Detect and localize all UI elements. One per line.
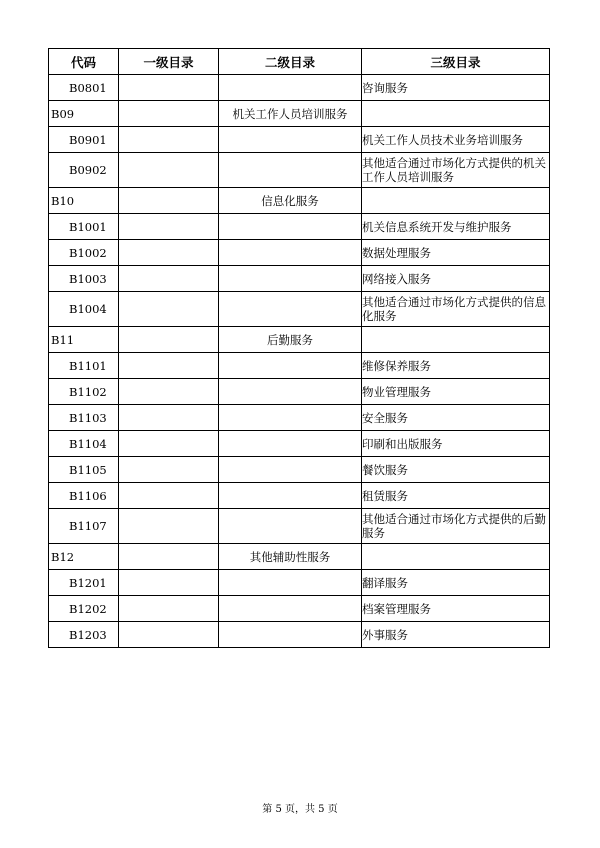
code-cell: B1105 [49, 457, 119, 483]
level2-cell: 后勤服务 [219, 327, 362, 353]
level1-cell [119, 240, 219, 266]
level2-cell [219, 266, 362, 292]
header-row [49, 49, 550, 75]
table-row [49, 214, 550, 240]
level3-cell: 其他适合通过市场化方式提供的后勤服务 [362, 509, 550, 544]
level3-cell: 餐饮服务 [362, 457, 550, 483]
level2-cell [219, 431, 362, 457]
level2-cell [219, 379, 362, 405]
level2-cell [219, 596, 362, 622]
table-row [49, 188, 550, 214]
table-row [49, 457, 550, 483]
code-cell: B1203 [49, 622, 119, 648]
table-row [49, 431, 550, 457]
level3-cell: 数据处理服务 [362, 240, 550, 266]
level1-cell [119, 101, 219, 127]
code-cell: B1101 [49, 353, 119, 379]
page-footer: 第 5 页，共 5 页 [262, 804, 338, 815]
code-cell: B0801 [49, 75, 119, 101]
level3-cell: 网络接入服务 [362, 266, 550, 292]
table-row [49, 101, 550, 127]
level1-cell [119, 509, 219, 544]
level1-cell [119, 431, 219, 457]
level3-cell: 咨询服务 [362, 75, 550, 101]
level1-cell [119, 214, 219, 240]
header-level2: 二级目录 [219, 49, 362, 75]
level3-cell: 其他适合通过市场化方式提供的机关工作人员培训服务 [362, 153, 550, 188]
header-code: 代码 [49, 49, 119, 75]
catalog-table [48, 48, 550, 648]
level2-cell: 信息化服务 [219, 188, 362, 214]
level2-cell [219, 127, 362, 153]
code-cell: B1004 [49, 292, 119, 327]
level3-cell: 机关工作人员技术业务培训服务 [362, 127, 550, 153]
level2-cell [219, 509, 362, 544]
level1-cell [119, 153, 219, 188]
level1-cell [119, 327, 219, 353]
table-row [49, 292, 550, 327]
table-row [49, 405, 550, 431]
code-cell: B1106 [49, 483, 119, 509]
table-row [49, 622, 550, 648]
level2-cell [219, 622, 362, 648]
code-cell: B0902 [49, 153, 119, 188]
level1-cell [119, 379, 219, 405]
code-cell: B10 [49, 188, 119, 214]
level3-cell: 物业管理服务 [362, 379, 550, 405]
level2-cell: 机关工作人员培训服务 [219, 101, 362, 127]
level3-cell: 租赁服务 [362, 483, 550, 509]
level1-cell [119, 75, 219, 101]
level1-cell [119, 292, 219, 327]
level1-cell [119, 596, 219, 622]
level2-cell [219, 457, 362, 483]
code-cell: B1002 [49, 240, 119, 266]
table-row [49, 266, 550, 292]
table-row [49, 570, 550, 596]
level2-cell [219, 353, 362, 379]
level2-cell [219, 153, 362, 188]
level3-cell [362, 544, 550, 570]
table-row [49, 596, 550, 622]
table-row [49, 509, 550, 544]
level2-cell [219, 240, 362, 266]
table-row [49, 153, 550, 188]
level3-cell: 翻译服务 [362, 570, 550, 596]
table-row [49, 75, 550, 101]
level1-cell [119, 405, 219, 431]
table-row [49, 544, 550, 570]
level2-cell [219, 75, 362, 101]
level1-cell [119, 622, 219, 648]
level3-cell: 安全服务 [362, 405, 550, 431]
code-cell: B1001 [49, 214, 119, 240]
level1-cell [119, 483, 219, 509]
level1-cell [119, 353, 219, 379]
table-row [49, 327, 550, 353]
level3-cell: 维修保养服务 [362, 353, 550, 379]
code-cell: B1107 [49, 509, 119, 544]
code-cell: B1201 [49, 570, 119, 596]
code-cell: B1102 [49, 379, 119, 405]
level2-cell [219, 570, 362, 596]
level3-cell: 其他适合通过市场化方式提供的信息化服务 [362, 292, 550, 327]
level3-cell: 印刷和出版服务 [362, 431, 550, 457]
level1-cell [119, 570, 219, 596]
level2-cell [219, 405, 362, 431]
table-row [49, 240, 550, 266]
level3-cell [362, 101, 550, 127]
level2-cell [219, 214, 362, 240]
table-row [49, 127, 550, 153]
table-row [49, 353, 550, 379]
level2-cell [219, 483, 362, 509]
code-cell: B1104 [49, 431, 119, 457]
level2-cell: 其他辅助性服务 [219, 544, 362, 570]
level1-cell [119, 544, 219, 570]
level1-cell [119, 188, 219, 214]
level3-cell [362, 327, 550, 353]
level1-cell [119, 127, 219, 153]
level1-cell [119, 266, 219, 292]
table-row [49, 483, 550, 509]
level3-cell: 外事服务 [362, 622, 550, 648]
level1-cell [119, 457, 219, 483]
code-cell: B09 [49, 101, 119, 127]
code-cell: B1003 [49, 266, 119, 292]
code-cell: B12 [49, 544, 119, 570]
table-row [49, 379, 550, 405]
code-cell: B1202 [49, 596, 119, 622]
code-cell: B11 [49, 327, 119, 353]
level3-cell [362, 188, 550, 214]
code-cell: B1103 [49, 405, 119, 431]
level3-cell: 档案管理服务 [362, 596, 550, 622]
code-cell: B0901 [49, 127, 119, 153]
level2-cell [219, 292, 362, 327]
header-level1: 一级目录 [119, 49, 219, 75]
header-level3: 三级目录 [362, 49, 550, 75]
level3-cell: 机关信息系统开发与维护服务 [362, 214, 550, 240]
